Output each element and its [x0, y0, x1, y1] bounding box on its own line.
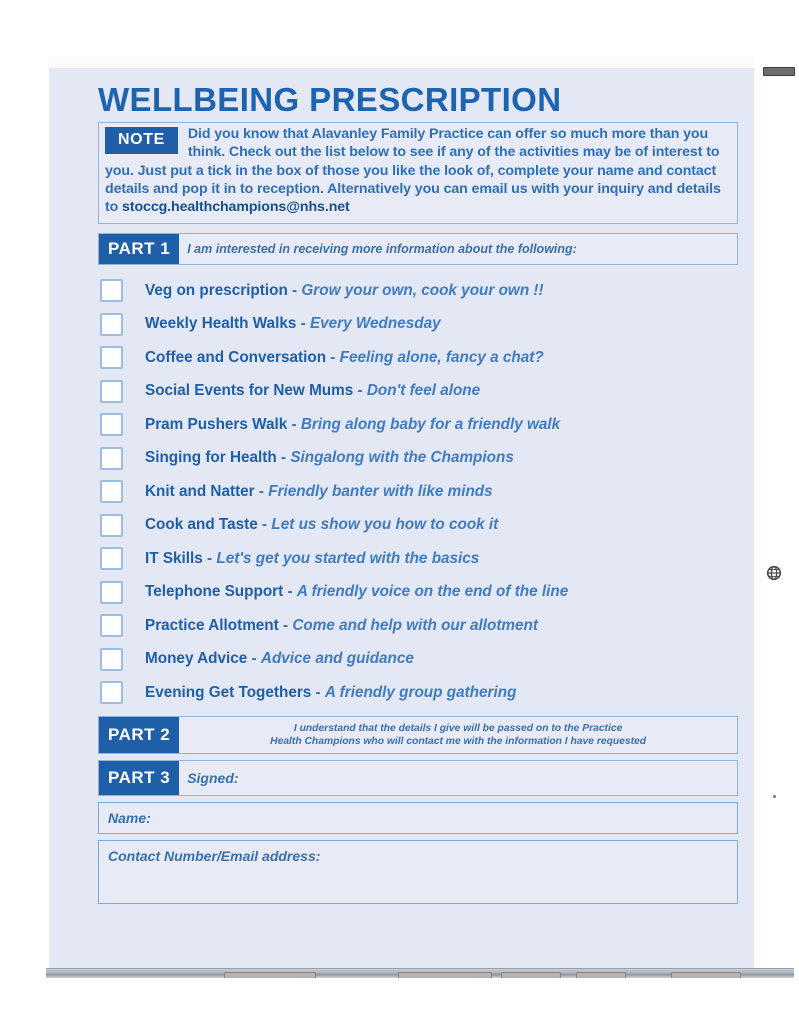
- toolbar-button-5[interactable]: [671, 972, 741, 978]
- toolbar-button-2[interactable]: [398, 972, 492, 978]
- activity-row[interactable]: [98, 475, 738, 509]
- activity-description: A friendly group gathering: [324, 683, 517, 701]
- bottom-toolbar[interactable]: [46, 968, 794, 978]
- activity-label: [145, 617, 538, 635]
- activity-separator: -: [311, 683, 325, 701]
- note-badge: NOTE: [105, 127, 178, 154]
- part1-instruction: I am interested in receiving more information about the following:: [187, 241, 577, 256]
- side-marker-dot: [773, 795, 776, 798]
- activity-description: Let us show you how to cook it: [271, 516, 499, 534]
- activity-row[interactable]: [98, 575, 738, 609]
- activity-separator: -: [278, 616, 293, 634]
- part1-badge: PART 1: [99, 234, 179, 264]
- name-field-label: Name:: [108, 810, 151, 827]
- activity-row[interactable]: [98, 609, 738, 643]
- activity-description: Friendly banter with like minds: [268, 482, 493, 500]
- activity-description: Every Wednesday: [309, 315, 441, 333]
- activity-name: Weekly Health Walks: [145, 315, 297, 333]
- activity-name: Singing for Health: [145, 449, 277, 467]
- activity-row[interactable]: [98, 441, 738, 475]
- activity-name: Evening Get Togethers: [145, 683, 312, 701]
- activity-name: Telephone Support: [145, 583, 284, 601]
- activity-label: [145, 449, 514, 467]
- part3-badge: PART 3: [99, 761, 179, 795]
- activity-row[interactable]: [98, 274, 738, 308]
- page-title: WELLBEING PRESCRIPTION: [98, 81, 562, 118]
- activity-label: [145, 650, 414, 668]
- activity-description: Bring along baby for a friendly walk: [300, 415, 561, 433]
- toolbar-button-3[interactable]: [501, 972, 561, 978]
- activity-list: [98, 274, 738, 710]
- part2-consent-text: [179, 717, 737, 753]
- activity-name: Veg on prescription: [145, 281, 288, 299]
- activity-checkbox[interactable]: [100, 581, 123, 604]
- viewer-top-gutter: [49, 57, 754, 68]
- activity-separator: -: [254, 482, 269, 500]
- activity-checkbox[interactable]: [100, 514, 123, 537]
- activity-separator: -: [326, 348, 340, 366]
- activity-name: Pram Pushers Walk: [145, 415, 288, 433]
- activity-separator: -: [296, 315, 310, 333]
- note-box: [98, 122, 738, 224]
- activity-separator: -: [287, 415, 301, 433]
- activity-checkbox[interactable]: [100, 648, 123, 671]
- part2-line2: Health Champions who will contact me with the information I have requested: [270, 736, 647, 748]
- activity-name: IT Skills: [145, 549, 203, 567]
- activity-checkbox[interactable]: [100, 681, 123, 704]
- contact-field-label: Contact Number/Email address:: [108, 848, 321, 865]
- toolbar-button-4[interactable]: [576, 972, 626, 978]
- part2-line1: I understand that the details I give will be passed on to the Practice: [293, 722, 623, 734]
- activity-checkbox[interactable]: [100, 279, 123, 302]
- activity-row[interactable]: [98, 408, 738, 442]
- activity-row[interactable]: [98, 508, 738, 542]
- activity-description: A friendly voice on the end of the line: [296, 583, 569, 601]
- activity-name: Practice Allotment: [145, 616, 279, 634]
- activity-label: [145, 550, 479, 568]
- activity-separator: -: [257, 516, 272, 534]
- activity-label: [145, 282, 544, 300]
- activity-row[interactable]: [98, 307, 738, 341]
- activity-description: Advice and guidance: [260, 650, 414, 668]
- activity-name: Knit and Natter: [145, 482, 255, 500]
- activity-separator: -: [287, 281, 302, 299]
- activity-description: Feeling alone, fancy a chat?: [339, 348, 544, 366]
- part3-signed-label[interactable]: Signed:: [187, 770, 239, 787]
- globe-icon[interactable]: [766, 565, 782, 582]
- note-email: stoccg.healthchampions@nhs.net: [122, 199, 350, 216]
- activity-name: Money Advice: [145, 650, 248, 668]
- activity-checkbox[interactable]: [100, 346, 123, 369]
- activity-checkbox[interactable]: [100, 547, 123, 570]
- activity-description: Singalong with the Champions: [290, 449, 514, 467]
- activity-name: Cook and Taste: [145, 516, 258, 534]
- activity-checkbox[interactable]: [100, 480, 123, 503]
- activity-separator: -: [353, 382, 367, 400]
- activity-name: Coffee and Conversation: [145, 348, 327, 366]
- activity-separator: -: [276, 449, 291, 467]
- activity-label: [145, 416, 560, 434]
- activity-label: [145, 516, 498, 534]
- note-text: [105, 125, 731, 217]
- activity-label: [145, 583, 568, 601]
- activity-description: Come and help with our allotment: [292, 616, 538, 634]
- activity-label: [145, 382, 480, 400]
- activity-name: Social Events for New Mums: [145, 382, 354, 400]
- activity-separator: -: [247, 650, 261, 668]
- part2-header: [98, 716, 738, 754]
- contact-field[interactable]: [98, 840, 738, 904]
- activity-description: Let's get you started with the basics: [216, 549, 480, 567]
- activity-checkbox[interactable]: [100, 614, 123, 637]
- part3-header: [98, 760, 738, 796]
- activity-label: [145, 684, 516, 702]
- activity-label: [145, 349, 544, 367]
- note-body: Did you know that Alavanley Family Practice can offer so much more than you think. Check out the list below to see if any of the activities may be of interest to you. Just put a tick in the box of those you like the look of, complete your name and contact details and pop it in to reception. Alternatively you can email us with your inquiry and details to: [105, 125, 721, 216]
- activity-row[interactable]: [98, 542, 738, 576]
- activity-separator: -: [283, 583, 297, 601]
- activity-checkbox[interactable]: [100, 380, 123, 403]
- activity-row[interactable]: [98, 374, 738, 408]
- document-page: [49, 68, 754, 970]
- activity-label: [145, 483, 493, 501]
- scrollbar-thumb[interactable]: [763, 67, 795, 76]
- activity-separator: -: [202, 549, 217, 567]
- activity-label: [145, 315, 441, 333]
- activity-checkbox[interactable]: [100, 447, 123, 470]
- activity-checkbox[interactable]: [100, 313, 123, 336]
- activity-description: Don't feel alone: [366, 382, 481, 400]
- part1-header: [98, 233, 738, 265]
- activity-row[interactable]: [98, 676, 738, 710]
- activity-checkbox[interactable]: [100, 413, 123, 436]
- activity-description: Grow your own, cook your own !!: [301, 281, 544, 299]
- activity-row[interactable]: [98, 642, 738, 676]
- toolbar-button-1[interactable]: [224, 972, 316, 978]
- part2-badge: PART 2: [99, 717, 179, 753]
- name-field[interactable]: [98, 802, 738, 834]
- activity-row[interactable]: [98, 341, 738, 375]
